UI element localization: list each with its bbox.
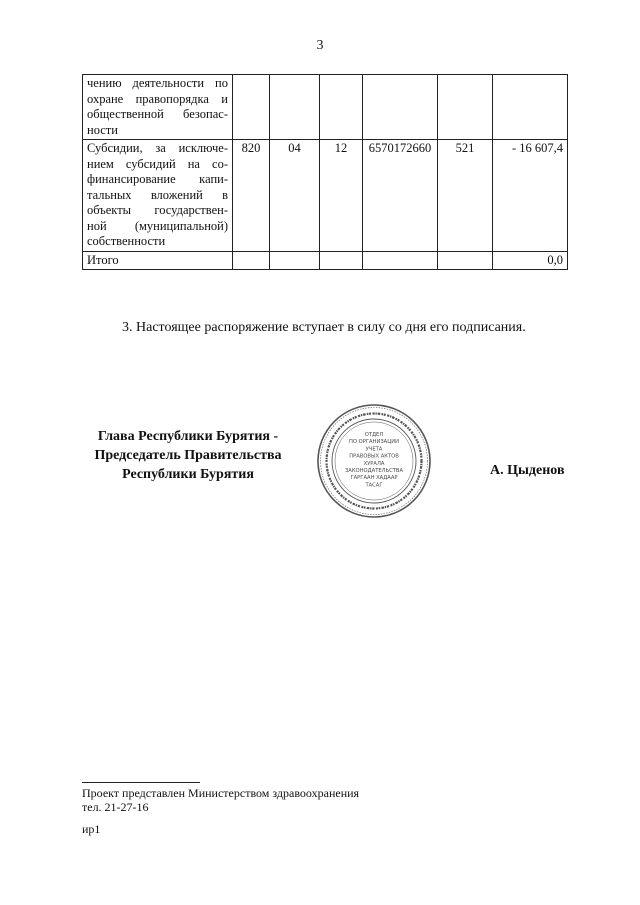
row-description <box>83 251 233 270</box>
csr-cell <box>363 251 438 270</box>
grbs-cell <box>233 251 270 270</box>
seal-text-line: ОТДЕЛ <box>364 432 384 438</box>
description-line: нием субсидий на со- <box>87 156 228 171</box>
description-line: ности <box>87 122 118 137</box>
table-row <box>83 75 568 140</box>
grbs-cell: 820 <box>233 140 270 252</box>
page-number: 3 <box>316 38 324 53</box>
seal-text-line: УЧЕТА <box>365 446 383 453</box>
description-line: финансирование капи- <box>87 172 228 186</box>
amount-cell <box>493 75 568 140</box>
description-line: чению деятельности по <box>87 76 228 90</box>
description-line: собственности <box>87 234 166 248</box>
seal-text-line: ТАСАГ <box>365 482 383 489</box>
footnote <box>82 786 359 814</box>
footnote-line: тел. 21-27-16 <box>82 800 149 814</box>
signer-name: А. Цыденов <box>490 463 565 478</box>
description-line: общественной безопас- <box>87 107 228 121</box>
section-cell <box>270 75 320 140</box>
section-cell: 04 <box>270 140 320 252</box>
seal-text-line: ПРАВОВЫХ АКТОВ <box>349 453 399 460</box>
signer-title <box>82 427 294 484</box>
total-label: Итого <box>87 252 119 267</box>
budget-table <box>82 74 568 270</box>
signer-title-line: Председатель Правительства <box>94 448 282 463</box>
seal-text-line: ЗАКОНОДАТЕЛЬСТВА <box>344 468 404 474</box>
document-code: ир1 <box>82 822 101 836</box>
description-line: Субсидии, за исключе- <box>87 141 228 155</box>
csr-cell <box>363 75 438 140</box>
total-amount-cell: 0,0 <box>493 251 568 270</box>
description-line: тальных вложений в <box>87 187 228 202</box>
subsection-cell <box>320 75 363 140</box>
grbs-cell <box>233 75 270 140</box>
table-row <box>83 140 568 252</box>
vr-cell <box>438 251 493 270</box>
signer-title-line: Глава Республики Бурятия - <box>97 429 279 444</box>
vr-cell <box>438 75 493 140</box>
footnote-divider <box>82 782 200 783</box>
footnote-line: Проект представлен Министерством здравоохранения <box>82 786 360 800</box>
amount-cell: - 16 607,4 <box>493 140 568 252</box>
clause-3: 3. Настоящее распоряжение вступает в силу со дня его подписания. <box>122 320 526 335</box>
signer-title-line: Республики Бурятия <box>122 467 254 482</box>
seal-text-line: ХУРАЛА <box>363 460 385 467</box>
subsection-cell <box>320 251 363 270</box>
official-seal <box>316 403 432 519</box>
section-cell <box>270 251 320 270</box>
row-description <box>83 140 233 252</box>
description-line: объекты государствен- <box>87 203 228 217</box>
table-row-total <box>83 251 568 270</box>
vr-cell: 521 <box>438 140 493 252</box>
row-description <box>83 75 233 140</box>
seal-text-line: ПО ОРГАНИЗАЦИИ <box>348 439 400 446</box>
description-line: охране правопорядка и <box>87 91 228 106</box>
description-line: ной (муниципальной) <box>87 218 228 233</box>
subsection-cell: 12 <box>320 140 363 252</box>
csr-cell: 6570172660 <box>363 140 438 252</box>
seal-text-line: ГАРГААН ХАДААР <box>350 475 398 482</box>
